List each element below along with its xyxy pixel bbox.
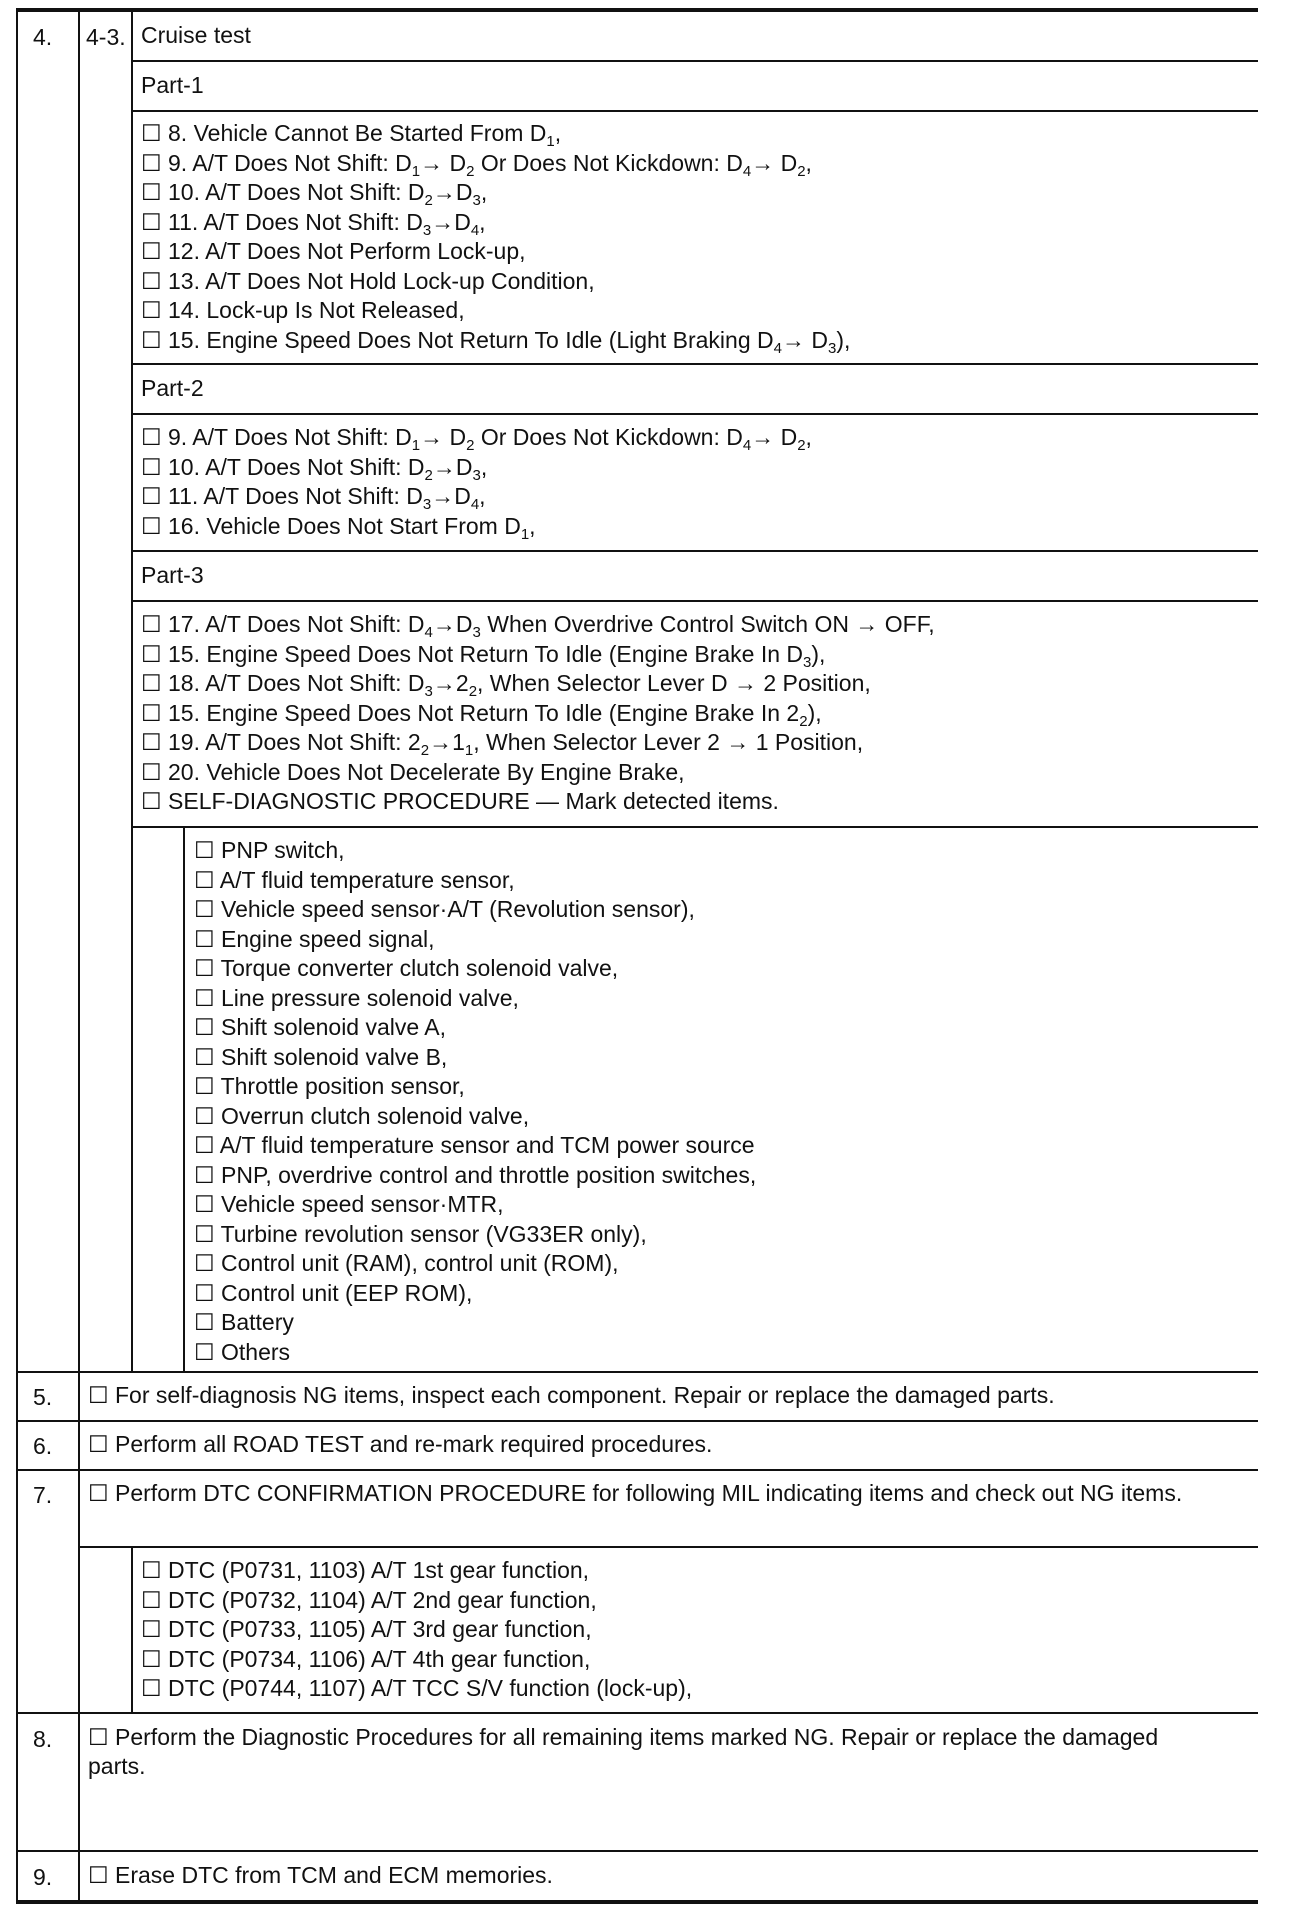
list-item: ☐ Vehicle speed sensor·A/T (Revolution sensor), bbox=[194, 896, 695, 922]
list-item: ☐ Torque converter clutch solenoid valve, bbox=[194, 955, 619, 981]
step-text-continued: parts. bbox=[88, 1753, 146, 1779]
rule bbox=[16, 1371, 1258, 1373]
list-item: ☐ SELF-DIAGNOSTIC PROCEDURE — Mark detected items. bbox=[141, 788, 779, 814]
rule bbox=[131, 9, 133, 1371]
rule bbox=[16, 1420, 1258, 1422]
step-number: 9. bbox=[33, 1864, 53, 1890]
list-item: ☐ Throttle position sensor, bbox=[194, 1073, 465, 1099]
rule bbox=[131, 1546, 133, 1712]
substep-title: Cruise test bbox=[141, 22, 251, 48]
list-item: ☐ Others bbox=[194, 1338, 291, 1365]
step-number: 8. bbox=[33, 1726, 53, 1752]
step-number: 5. bbox=[33, 1384, 53, 1410]
list-item: ☐ 17. A/T Does Not Shift: $D_4\to D_3$ When Overdrive Control Switch ON → OFF, bbox=[141, 611, 935, 641]
step-number: 6. bbox=[33, 1433, 53, 1459]
list-item: ☐ Vehicle speed sensor·MTR, bbox=[194, 1191, 504, 1217]
list-item: ☐ 18. A/T Does Not Shift: $D_3\to 2_2$, When Selector Lever D → 2 Position, bbox=[141, 670, 871, 700]
list-item: ☐ DTC (P0732, 1104) A/T 2nd gear function, bbox=[141, 1586, 597, 1613]
list-item: ☐ DTC (P0734, 1106) A/T 4th gear function, bbox=[141, 1645, 591, 1672]
step-number: 7. bbox=[33, 1482, 53, 1508]
list-item: ☐ Shift solenoid valve A, bbox=[194, 1014, 447, 1040]
list-item: ☐ DTC (P0744, 1107) A/T TCC S/V function (lock-up), bbox=[141, 1675, 693, 1701]
step-text: ☐ Erase DTC from TCM and ECM memories. bbox=[88, 1862, 553, 1888]
step-number: 4. bbox=[33, 24, 53, 50]
rule bbox=[131, 826, 1258, 828]
list-item: ☐ 9. A/T Does Not Shift: $D_1\to D_2$ Or Does Not Kickdown: $D_4\to D_2$, bbox=[141, 149, 812, 180]
list-item: ☐ PNP switch, bbox=[194, 837, 345, 863]
step-text: ☐ Perform DTC CONFIRMATION PROCEDURE for following MIL indicating items and check out NG items. bbox=[88, 1480, 1183, 1506]
list-item: ☐ A/T fluid temperature sensor, bbox=[194, 866, 515, 893]
rule bbox=[16, 9, 18, 1904]
list-item: ☐ 13. A/T Does Not Hold Lock-up Condition, bbox=[141, 267, 595, 294]
list-item: ☐ DTC (P0731, 1103) A/T 1st gear function, bbox=[141, 1557, 590, 1583]
rule bbox=[16, 1469, 1258, 1471]
rule bbox=[131, 363, 1258, 365]
list-item: ☐ 16. Vehicle Does Not Start From $D_1$, bbox=[141, 512, 536, 543]
rule bbox=[78, 9, 80, 1904]
list-item: ☐ 19. A/T Does Not Shift: $2_2\to 1_1$, When Selector Lever 2 → 1 Position, bbox=[141, 729, 864, 759]
list-item: ☐ 10. A/T Does Not Shift: $D_2\to D_3$, bbox=[141, 453, 488, 484]
list-item: ☐ 20. Vehicle Does Not Decelerate By Engine Brake, bbox=[141, 758, 685, 785]
dtc-list bbox=[141, 1556, 692, 1704]
list-item: ☐ Control unit (RAM), control unit (ROM), bbox=[194, 1250, 619, 1276]
self-diag-list bbox=[194, 836, 756, 1367]
part-label: Part-2 bbox=[141, 375, 204, 401]
rule bbox=[131, 413, 1258, 415]
list-item: ☐ 11. A/T Does Not Shift: $D_3\to D_4$, bbox=[141, 208, 486, 239]
part-label: Part-1 bbox=[141, 72, 204, 98]
rule bbox=[16, 1900, 1258, 1904]
rule bbox=[16, 8, 1258, 12]
part-label: Part-3 bbox=[141, 562, 204, 588]
list-item: ☐ Shift solenoid valve B, bbox=[194, 1043, 448, 1070]
list-item: ☐ 15. Engine Speed Does Not Return To Idle (Engine Brake In $D_3$), bbox=[141, 640, 826, 671]
list-item: ☐ 15. Engine Speed Does Not Return To Idle (Light Braking $D_4\to D_3$), bbox=[141, 326, 851, 357]
list-item: ☐ Line pressure solenoid valve, bbox=[194, 984, 519, 1011]
part1-list bbox=[141, 119, 850, 355]
rule bbox=[131, 60, 1258, 62]
rule bbox=[183, 826, 185, 1371]
list-item: ☐ Battery bbox=[194, 1309, 294, 1335]
rule bbox=[131, 600, 1258, 602]
rule bbox=[16, 1850, 1258, 1852]
list-item: ☐ Overrun clutch solenoid valve, bbox=[194, 1102, 530, 1129]
step-text: ☐ Perform all ROAD TEST and re-mark required procedures. bbox=[88, 1431, 713, 1457]
list-item: ☐ Control unit (EEP ROM), bbox=[194, 1279, 473, 1306]
list-item: ☐ 12. A/T Does Not Perform Lock-up, bbox=[141, 238, 526, 264]
list-item: ☐ 9. A/T Does Not Shift: $D_1\to D_2$ Or Does Not Kickdown: $D_4\to D_2$, bbox=[141, 424, 812, 454]
list-item: ☐ 15. Engine Speed Does Not Return To Idle (Engine Brake In $2_2$), bbox=[141, 699, 822, 730]
rule bbox=[78, 1546, 1258, 1548]
list-item: ☐ A/T fluid temperature sensor and TCM power source bbox=[194, 1132, 755, 1158]
list-item: ☐ 11. A/T Does Not Shift: $D_3\to D_4$, bbox=[141, 483, 486, 513]
step-text: ☐ Perform the Diagnostic Procedures for all remaining items marked NG. Repair or replace the damaged bbox=[88, 1724, 1159, 1750]
list-item: ☐ Turbine revolution sensor (VG33ER only), bbox=[194, 1220, 647, 1247]
part3-list bbox=[141, 610, 935, 817]
list-item: ☐ 14. Lock-up Is Not Released, bbox=[141, 297, 465, 323]
list-item: ☐ 10. A/T Does Not Shift: $D_2\to D_3$, bbox=[141, 179, 488, 209]
substep-number: 4-3. bbox=[86, 24, 126, 50]
list-item: ☐ DTC (P0733, 1105) A/T 3rd gear function, bbox=[141, 1616, 592, 1642]
list-item: ☐ 8. Vehicle Cannot Be Started From $D_1$, bbox=[141, 120, 562, 150]
list-item: ☐ Engine speed signal, bbox=[194, 925, 435, 952]
part2-list bbox=[141, 423, 812, 541]
rule bbox=[131, 550, 1258, 552]
step-text: ☐ For self-diagnosis NG items, inspect each component. Repair or replace the damaged parts. bbox=[88, 1382, 1055, 1408]
rule bbox=[131, 110, 1258, 112]
list-item: ☐ PNP, overdrive control and throttle position switches, bbox=[194, 1161, 757, 1188]
rule bbox=[16, 1712, 1258, 1714]
